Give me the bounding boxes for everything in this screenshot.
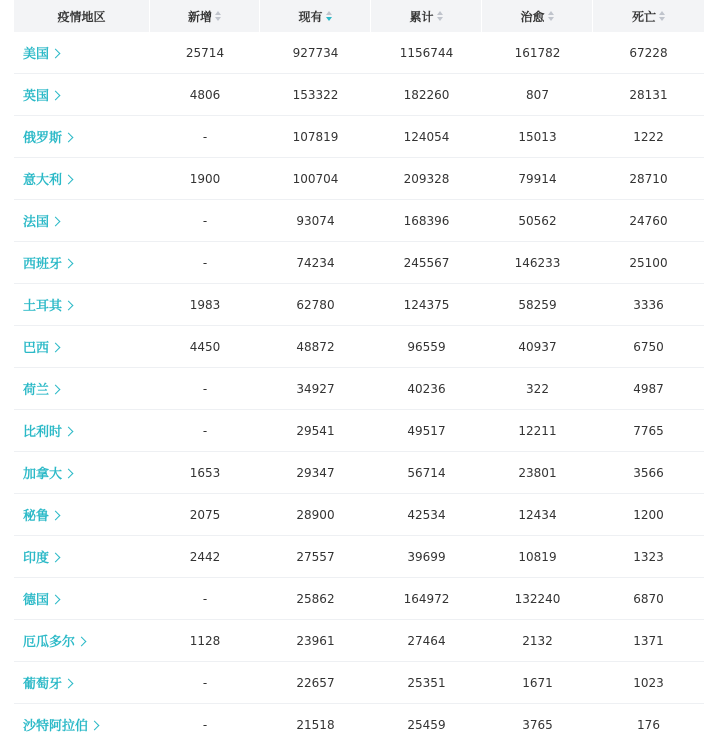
chevron-right-icon	[51, 553, 61, 563]
region-name[interactable]: 秘鲁	[23, 509, 50, 524]
chevron-right-icon	[51, 91, 61, 101]
chevron-right-icon	[64, 427, 74, 437]
cell-total: 40236	[371, 368, 482, 410]
cell-total: 1156744	[371, 32, 482, 74]
cell-current: 74234	[260, 242, 371, 284]
cell-new: -	[150, 410, 260, 452]
chevron-right-icon	[64, 301, 74, 311]
table-row	[14, 410, 704, 452]
cell-new: 1900	[150, 158, 260, 200]
cell-cured: 50562	[482, 200, 593, 242]
table-row	[14, 116, 704, 158]
cell-new: -	[150, 662, 260, 704]
chevron-right-icon	[64, 259, 74, 269]
cell-current: 100704	[260, 158, 371, 200]
region-name[interactable]: 荷兰	[23, 383, 50, 398]
cell-cured: 1671	[482, 662, 593, 704]
region-name[interactable]: 巴西	[23, 341, 50, 356]
cell-new: 1983	[150, 284, 260, 326]
cell-deaths: 1323	[593, 536, 704, 578]
cell-new: 4450	[150, 326, 260, 368]
table-row	[14, 578, 704, 620]
table-row	[14, 494, 704, 536]
table-body	[14, 32, 704, 737]
cell-deaths: 1023	[593, 662, 704, 704]
cell-total: 245567	[371, 242, 482, 284]
cell-deaths: 1222	[593, 116, 704, 158]
cell-cured: 58259	[482, 284, 593, 326]
chevron-right-icon	[64, 133, 74, 143]
header-cured[interactable]	[482, 0, 593, 32]
cell-deaths: 28131	[593, 74, 704, 116]
region-name[interactable]: 美国	[23, 47, 50, 62]
region-name[interactable]: 法国	[23, 215, 50, 230]
cell-deaths: 67228	[593, 32, 704, 74]
header-deaths-label: 死亡	[631, 9, 656, 24]
chevron-right-icon	[64, 469, 74, 479]
cell-deaths: 28710	[593, 158, 704, 200]
cell-current: 29541	[260, 410, 371, 452]
region-name[interactable]: 土耳其	[23, 299, 63, 314]
region-name[interactable]: 德国	[23, 593, 50, 608]
cell-total: 25459	[371, 704, 482, 737]
region-name[interactable]: 俄罗斯	[23, 131, 63, 146]
cell-deaths: 6750	[593, 326, 704, 368]
cell-new: 2075	[150, 494, 260, 536]
region-link[interactable]	[14, 494, 150, 536]
table-row	[14, 200, 704, 242]
region-link[interactable]	[14, 662, 150, 704]
region-link[interactable]	[14, 74, 150, 116]
cell-total: 124375	[371, 284, 482, 326]
chevron-right-icon	[51, 595, 61, 605]
cell-total: 209328	[371, 158, 482, 200]
table-row	[14, 536, 704, 578]
region-link[interactable]	[14, 704, 150, 737]
chevron-right-icon	[51, 385, 61, 395]
cell-current: 48872	[260, 326, 371, 368]
region-link[interactable]	[14, 620, 150, 662]
cell-current: 153322	[260, 74, 371, 116]
region-link[interactable]	[14, 452, 150, 494]
table-row	[14, 368, 704, 410]
sort-icon[interactable]	[437, 11, 443, 21]
region-name[interactable]: 加拿大	[23, 467, 63, 482]
table-header-row	[14, 0, 704, 32]
chevron-right-icon	[51, 49, 61, 59]
header-region	[14, 0, 150, 32]
table-row	[14, 662, 704, 704]
cell-total: 25351	[371, 662, 482, 704]
sort-icon[interactable]	[659, 11, 665, 21]
region-link[interactable]	[14, 32, 150, 74]
cell-total: 96559	[371, 326, 482, 368]
region-link[interactable]	[14, 326, 150, 368]
cell-current: 107819	[260, 116, 371, 158]
sort-icon[interactable]	[548, 11, 554, 21]
cell-cured: 12434	[482, 494, 593, 536]
region-name[interactable]: 厄瓜多尔	[23, 635, 76, 650]
cell-total: 124054	[371, 116, 482, 158]
cell-current: 93074	[260, 200, 371, 242]
cell-deaths: 7765	[593, 410, 704, 452]
epidemic-region-table	[14, 0, 704, 737]
region-link[interactable]	[14, 578, 150, 620]
region-link[interactable]	[14, 536, 150, 578]
header-deaths[interactable]	[593, 0, 704, 32]
cell-total: 168396	[371, 200, 482, 242]
cell-new: -	[150, 242, 260, 284]
cell-cured: 132240	[482, 578, 593, 620]
region-name[interactable]: 沙特阿拉伯	[23, 719, 89, 734]
cell-current: 28900	[260, 494, 371, 536]
cell-cured: 3765	[482, 704, 593, 737]
cell-new: -	[150, 116, 260, 158]
cell-new: 2442	[150, 536, 260, 578]
cell-deaths: 3336	[593, 284, 704, 326]
cell-total: 42534	[371, 494, 482, 536]
table-row	[14, 704, 704, 737]
region-name[interactable]: 西班牙	[23, 257, 63, 272]
cell-total: 182260	[371, 74, 482, 116]
table-row	[14, 620, 704, 662]
sort-icon[interactable]	[215, 11, 221, 21]
cell-cured: 15013	[482, 116, 593, 158]
cell-deaths: 6870	[593, 578, 704, 620]
cell-total: 27464	[371, 620, 482, 662]
cell-cured: 2132	[482, 620, 593, 662]
cell-total: 39699	[371, 536, 482, 578]
table-row	[14, 326, 704, 368]
region-link[interactable]	[14, 368, 150, 410]
header-current[interactable]	[260, 0, 371, 32]
region-name[interactable]: 葡萄牙	[23, 677, 63, 692]
table-row	[14, 242, 704, 284]
cell-current: 34927	[260, 368, 371, 410]
cell-cured: 23801	[482, 452, 593, 494]
cell-new: -	[150, 368, 260, 410]
cell-current: 22657	[260, 662, 371, 704]
cell-new: -	[150, 200, 260, 242]
chevron-right-icon	[77, 637, 87, 647]
region-name[interactable]: 比利时	[23, 425, 63, 440]
header-total[interactable]	[371, 0, 482, 32]
cell-cured: 161782	[482, 32, 593, 74]
cell-new: 1653	[150, 452, 260, 494]
chevron-right-icon	[90, 721, 100, 731]
cell-new: 25714	[150, 32, 260, 74]
sort-desc-icon[interactable]	[326, 11, 332, 21]
region-link[interactable]	[14, 284, 150, 326]
table-row	[14, 158, 704, 200]
header-region-label: 疫情地区	[57, 9, 106, 24]
cell-cured: 146233	[482, 242, 593, 284]
header-total-label: 累计	[409, 9, 434, 24]
region-link[interactable]	[14, 410, 150, 452]
cell-new: -	[150, 578, 260, 620]
cell-current: 25862	[260, 578, 371, 620]
chevron-right-icon	[51, 511, 61, 521]
cell-cured: 79914	[482, 158, 593, 200]
chevron-right-icon	[64, 679, 74, 689]
cell-total: 56714	[371, 452, 482, 494]
table-row	[14, 32, 704, 74]
cell-new: 4806	[150, 74, 260, 116]
cell-deaths: 176	[593, 704, 704, 737]
cell-deaths: 24760	[593, 200, 704, 242]
cell-current: 21518	[260, 704, 371, 737]
cell-cured: 10819	[482, 536, 593, 578]
cell-cured: 322	[482, 368, 593, 410]
header-current-label: 现有	[298, 9, 323, 24]
region-name[interactable]: 印度	[23, 551, 50, 566]
cell-total: 49517	[371, 410, 482, 452]
cell-total: 164972	[371, 578, 482, 620]
region-link[interactable]	[14, 242, 150, 284]
cell-current: 62780	[260, 284, 371, 326]
cell-cured: 40937	[482, 326, 593, 368]
region-name[interactable]: 英国	[23, 89, 50, 104]
table-row	[14, 284, 704, 326]
header-new-label: 新增	[187, 9, 212, 24]
region-link[interactable]	[14, 116, 150, 158]
region-link[interactable]	[14, 200, 150, 242]
cell-cured: 807	[482, 74, 593, 116]
cell-deaths: 1200	[593, 494, 704, 536]
cell-current: 927734	[260, 32, 371, 74]
cell-current: 27557	[260, 536, 371, 578]
chevron-right-icon	[64, 175, 74, 185]
header-new[interactable]	[150, 0, 260, 32]
cell-current: 23961	[260, 620, 371, 662]
cell-deaths: 1371	[593, 620, 704, 662]
chevron-right-icon	[51, 217, 61, 227]
region-name[interactable]: 意大利	[23, 173, 63, 188]
cell-new: -	[150, 704, 260, 737]
chevron-right-icon	[51, 343, 61, 353]
table-row	[14, 452, 704, 494]
cell-cured: 12211	[482, 410, 593, 452]
cell-current: 29347	[260, 452, 371, 494]
region-link[interactable]	[14, 158, 150, 200]
cell-new: 1128	[150, 620, 260, 662]
cell-deaths: 4987	[593, 368, 704, 410]
table-row	[14, 74, 704, 116]
cell-deaths: 3566	[593, 452, 704, 494]
header-cured-label: 治愈	[520, 9, 545, 24]
cell-deaths: 25100	[593, 242, 704, 284]
